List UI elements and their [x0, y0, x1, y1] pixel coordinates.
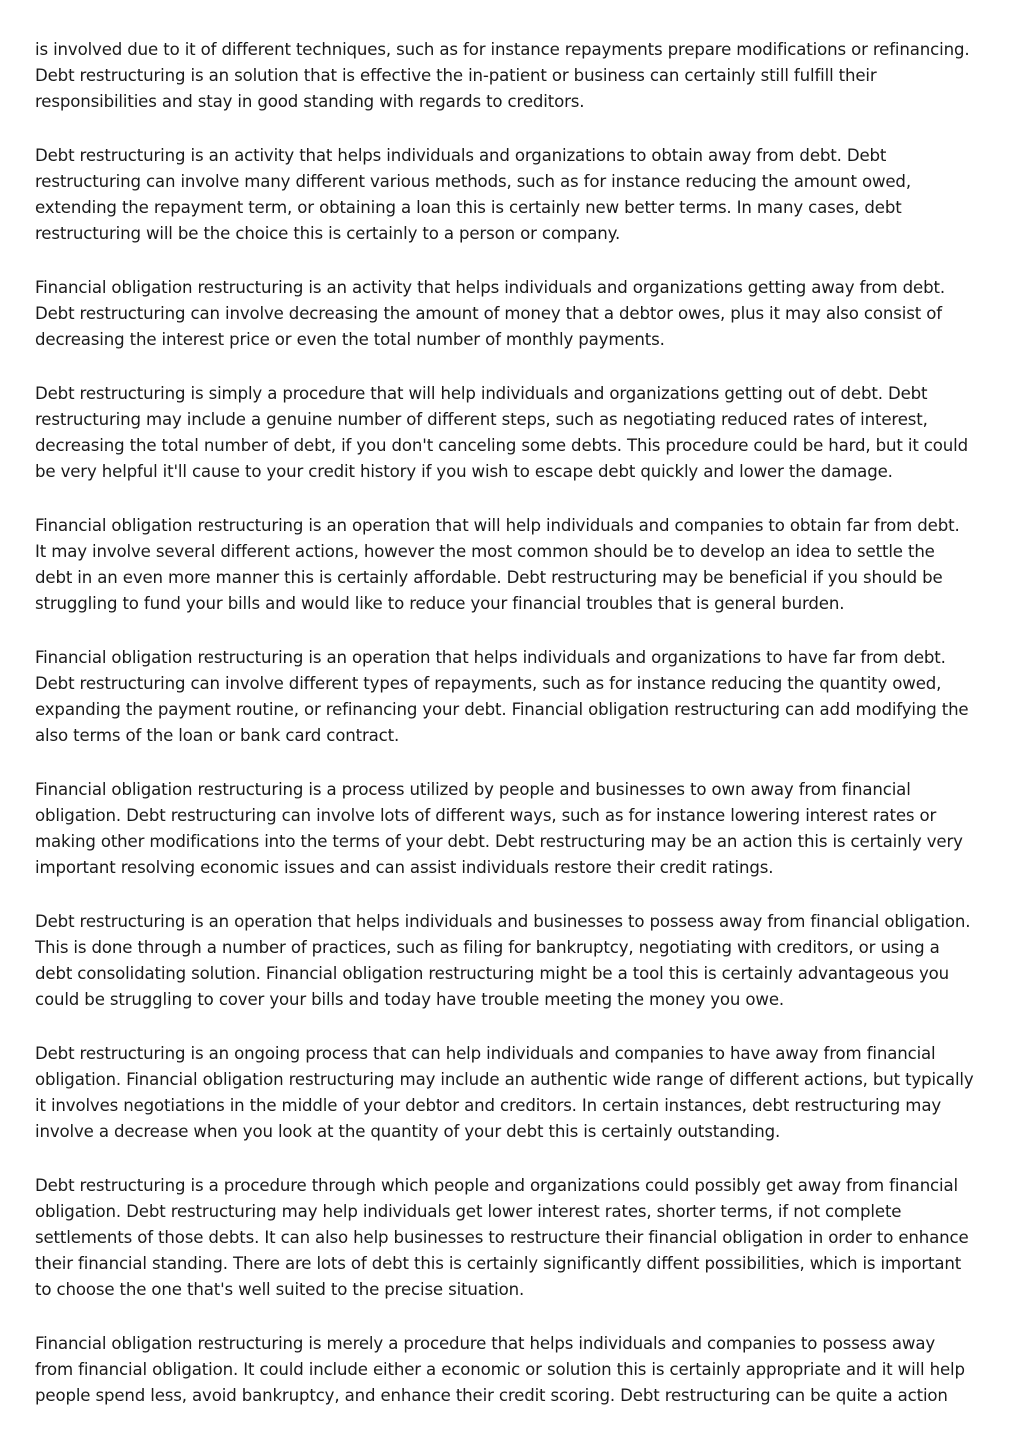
text-line: obligation. Financial obligation restructuring may include an authentic wide range of different actions, but typically	[35, 1070, 974, 1090]
text-line: Financial obligation restructuring is merely a procedure that helps individuals and companies to possess away	[35, 1334, 936, 1354]
text-line: important resolving economic issues and can assist individuals restore their credit ratings.	[35, 858, 774, 877]
text-line: it involves negotiations in the middle of your debtor and creditors. In certain instances, debt restructuring may	[35, 1096, 942, 1116]
text-line: debt in an even more manner this is certainly affordable. Debt restructuring may be beneficial if you should be	[35, 568, 943, 588]
text-line: struggling to fund your bills and would like to reduce your financial troubles that is general burden.	[35, 593, 845, 613]
text-line: involve a decrease when you look at the quantity of your debt this is certainly outstanding.	[35, 1122, 781, 1142]
text-line: Debt restructuring is an ongoing process that can help individuals and companies to have away from financial	[35, 1044, 936, 1064]
text-line: obligation. Debt restructuring can involve lots of different ways, such as for instance lowering interest rates or	[35, 806, 937, 826]
text-line: Financial obligation restructuring is an activity that helps individuals and organizations getting away from debt.	[35, 278, 945, 298]
text-line: settlements of those debts. It can also help businesses to restructure their financial obligation in order to enhance	[35, 1228, 969, 1248]
paragraph	[35, 513, 995, 617]
text-line: could be struggling to cover your bills and today have trouble meeting the money you owe.	[35, 990, 785, 1010]
paragraph	[35, 143, 995, 247]
text-line: debt consolidating solution. Financial obligation restructuring might be a tool this is certainly advantageous you	[35, 964, 950, 984]
text-line: Debt restructuring can involve decreasing the amount of money that a debtor owes, plus it may also consist of	[35, 304, 942, 324]
text-line: to choose the one that's well suited to the precise situation.	[35, 1279, 525, 1299]
text-line: also terms of the loan or bank card contract.	[35, 725, 400, 745]
text-line: people spend less, avoid bankruptcy, and enhance their credit scoring. Debt restructuring can be quite a action	[35, 1386, 948, 1406]
paragraph	[35, 777, 995, 881]
text-line: Debt restructuring is an activity that helps individuals and organizations to obtain away from debt. Debt	[35, 146, 887, 166]
paragraph	[35, 645, 995, 749]
text-line: their financial standing. There are lots of debt this is certainly significantly diffent possibilities, which is important	[35, 1254, 962, 1274]
text-line: responsibilities and stay in good standing with regards to creditors.	[35, 91, 585, 111]
paragraph	[35, 1041, 995, 1145]
text-line: This is done through a number of practices, such as filing for bankruptcy, negotiating with creditors, or using a	[35, 938, 940, 958]
text-line: is involved due to it of different techniques, such as for instance repayments prepare modifications or refinancing.	[35, 40, 970, 59]
text-line: Financial obligation restructuring is a process utilized by people and businesses to own away from financial	[35, 780, 911, 800]
paragraph	[35, 1173, 995, 1303]
text-line: extending the repayment term, or obtaining a loan this is certainly new better terms. In many cases, debt	[35, 197, 902, 217]
text-line: be very helpful it'll cause to your credit history if you wish to escape debt quickly and lower the damage.	[35, 461, 893, 481]
text-line: Debt restructuring can involve different types of repayments, such as for instance reducing the quantity owed,	[35, 674, 942, 694]
text-line: restructuring can involve many different various methods, such as for instance reducing the amount owed,	[35, 172, 911, 192]
text-line: decreasing the interest price or even the total number of monthly payments.	[35, 329, 665, 349]
text-line: expanding the payment routine, or refinancing your debt. Financial obligation restructuring can add modifying the	[35, 700, 969, 720]
text-line: restructuring may include a genuine number of different steps, such as negotiating reduced rates of interest,	[35, 410, 928, 430]
text-line: Financial obligation restructuring is an operation that helps individuals and organizations to have far from debt.	[35, 648, 946, 668]
paragraph	[35, 37, 995, 115]
paragraph	[35, 275, 995, 353]
text-line: Debt restructuring is a procedure through which people and organizations could possibly get away from financial	[35, 1176, 958, 1196]
text-line: decreasing the total number of debt, if you don't canceling some debts. This procedure could be hard, but it could	[35, 436, 969, 456]
text-line: Debt restructuring is simply a procedure that will help individuals and organizations getting out of debt. Debt	[35, 384, 928, 404]
paragraph	[35, 1331, 995, 1409]
text-line: restructuring will be the choice this is certainly to a person or company.	[35, 223, 621, 243]
text-line: Debt restructuring is an solution that is effective the in-patient or business can certainly still fulfill their	[35, 65, 877, 85]
paragraph	[35, 909, 995, 1013]
text-line: Financial obligation restructuring is an operation that will help individuals and companies to obtain far from debt.	[35, 516, 960, 536]
text-line: obligation. Debt restructuring may help individuals get lower interest rates, shorter terms, if not complete	[35, 1202, 902, 1222]
text-line: It may involve several different actions, however the most common should be to develop an idea to settle the	[35, 542, 935, 562]
document-body	[35, 37, 995, 1437]
text-line: Debt restructuring is an operation that helps individuals and businesses to possess away from financial obligation.	[35, 912, 971, 932]
text-line: from financial obligation. It could include either a economic or solution this is certainly appropriate and it will help	[35, 1360, 965, 1380]
paragraph	[35, 381, 995, 485]
text-line: making other modifications into the terms of your debt. Debt restructuring may be an action this is certainly very	[35, 832, 963, 852]
